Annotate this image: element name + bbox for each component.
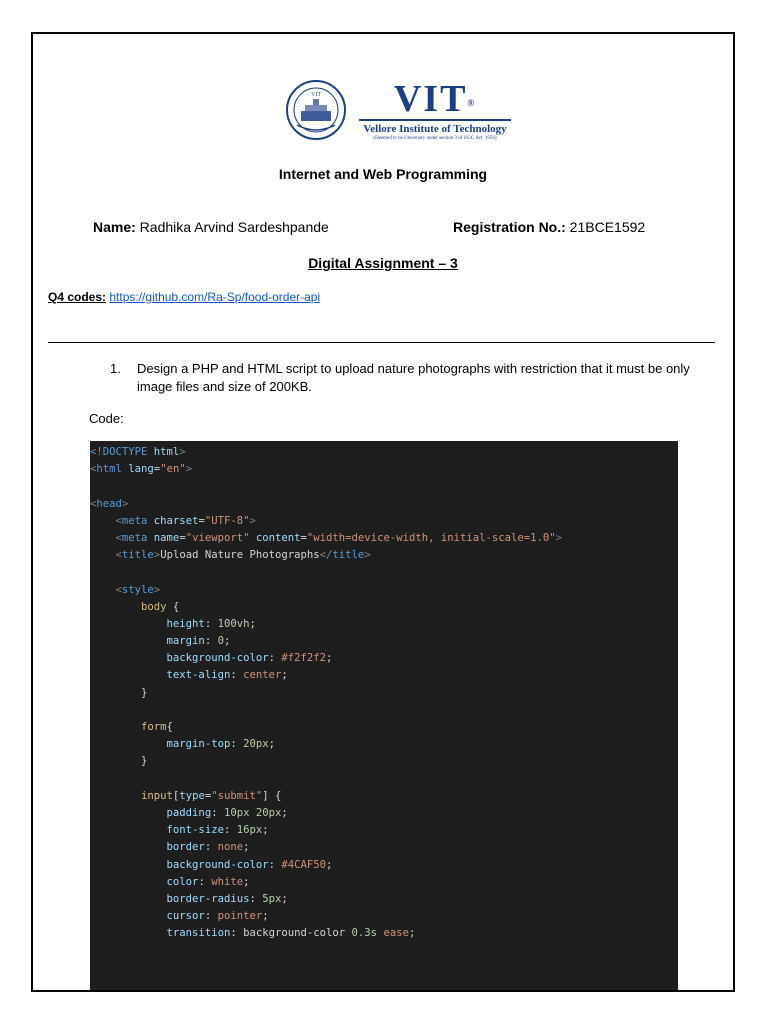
code-token bbox=[90, 515, 116, 527]
code-token: text-align bbox=[166, 669, 231, 682]
code-line bbox=[90, 633, 678, 650]
code-token bbox=[90, 927, 167, 939]
code-token: body bbox=[141, 600, 167, 613]
code-token bbox=[90, 790, 141, 802]
code-block bbox=[90, 441, 678, 992]
code-token: : bbox=[230, 927, 244, 940]
code-line bbox=[90, 444, 678, 461]
code-token: #4CAF50 bbox=[281, 858, 327, 871]
code-token bbox=[90, 841, 167, 853]
code-token: = bbox=[153, 463, 161, 476]
code-token: { bbox=[166, 600, 180, 613]
code-token: ; bbox=[281, 806, 288, 819]
code-token: "width=device-width, initial-scale=1.0" bbox=[306, 531, 556, 544]
code-token: transition bbox=[166, 927, 231, 940]
code-token: = bbox=[179, 531, 186, 544]
code-token: < bbox=[90, 463, 97, 476]
code-token: ; bbox=[243, 841, 250, 854]
code-token: > bbox=[185, 463, 193, 476]
code-line bbox=[90, 822, 678, 839]
code-token: [ bbox=[172, 789, 180, 802]
code-token: : bbox=[223, 824, 237, 837]
code-token: : bbox=[268, 652, 282, 665]
course-title: Internet and Web Programming bbox=[278, 166, 488, 182]
code-label: Code: bbox=[89, 411, 124, 426]
code-line bbox=[90, 908, 678, 925]
student-name bbox=[93, 219, 329, 235]
code-token bbox=[90, 893, 167, 905]
code-token: ; bbox=[249, 617, 256, 630]
section-divider bbox=[48, 342, 715, 343]
code-token: background-color bbox=[243, 927, 352, 940]
code-token: > bbox=[179, 446, 186, 458]
code-token: > bbox=[555, 531, 563, 544]
code-token bbox=[90, 532, 116, 544]
code-token: = bbox=[204, 789, 212, 802]
code-token: html bbox=[96, 463, 122, 476]
registration-number bbox=[453, 219, 645, 235]
code-line bbox=[90, 702, 678, 719]
code-token: 10px 20px bbox=[223, 806, 282, 819]
code-token: title bbox=[121, 549, 154, 562]
code-token: : bbox=[204, 910, 218, 923]
code-token: background-color bbox=[166, 652, 269, 665]
code-token: : bbox=[268, 858, 282, 871]
code-token: : bbox=[230, 669, 244, 682]
code-token bbox=[90, 652, 167, 664]
code-token bbox=[90, 910, 167, 922]
code-token: { bbox=[166, 721, 173, 733]
code-line bbox=[90, 874, 678, 891]
code-token: height bbox=[166, 617, 205, 630]
reg-value: 21BCE1592 bbox=[565, 219, 646, 235]
code-token: ease bbox=[383, 927, 409, 940]
code-token: margin-top bbox=[166, 738, 231, 751]
code-token: cursor bbox=[166, 910, 205, 923]
code-token: < bbox=[115, 549, 122, 562]
code-token: "viewport" bbox=[185, 531, 250, 544]
code-token: : bbox=[204, 635, 218, 648]
code-line bbox=[90, 925, 678, 942]
code-token: border bbox=[166, 841, 205, 854]
code-token bbox=[90, 549, 116, 561]
code-line bbox=[90, 736, 678, 753]
code-token bbox=[90, 738, 167, 750]
code-token: : bbox=[249, 892, 263, 905]
code-token: < bbox=[90, 497, 97, 510]
code-token: ; bbox=[223, 635, 231, 648]
code-line bbox=[90, 839, 678, 856]
code-token: head bbox=[96, 497, 122, 510]
code-token: : bbox=[204, 841, 218, 854]
code-token: ; bbox=[262, 910, 269, 923]
q4-codes-line bbox=[48, 290, 320, 304]
code-token: 0.3s bbox=[351, 927, 378, 940]
code-line bbox=[90, 530, 678, 547]
vit-wordmark bbox=[355, 79, 515, 141]
code-token: type bbox=[179, 789, 205, 802]
code-token: <!DOCTYPE bbox=[90, 446, 154, 458]
code-token bbox=[90, 876, 167, 888]
code-token: content bbox=[249, 531, 301, 544]
code-line bbox=[90, 805, 678, 822]
code-line bbox=[90, 650, 678, 667]
code-token: Upload Nature Photographs bbox=[160, 549, 320, 562]
code-token: name bbox=[147, 531, 180, 544]
code-token: none bbox=[217, 841, 244, 854]
code-token: > bbox=[153, 583, 161, 596]
code-line bbox=[90, 891, 678, 908]
code-token: background-color bbox=[166, 858, 269, 871]
code-token bbox=[90, 721, 141, 733]
code-token: = bbox=[300, 531, 307, 544]
document-page bbox=[31, 32, 735, 992]
code-token: form bbox=[141, 721, 167, 733]
code-line bbox=[90, 616, 678, 633]
code-line bbox=[90, 857, 678, 874]
code-token: > bbox=[249, 514, 256, 527]
code-token: 20px bbox=[243, 738, 269, 751]
code-token: 5px bbox=[262, 892, 282, 905]
code-token: } bbox=[90, 755, 148, 768]
code-token: border-radius bbox=[166, 892, 250, 905]
code-line bbox=[90, 547, 678, 564]
code-line bbox=[90, 719, 678, 736]
code-token: margin bbox=[166, 635, 205, 648]
code-token: #f2f2f2 bbox=[281, 652, 327, 665]
code-token: padding bbox=[166, 806, 212, 819]
code-token: meta bbox=[121, 514, 148, 527]
code-token: ; bbox=[326, 858, 333, 871]
code-line bbox=[90, 788, 678, 805]
code-token: title bbox=[332, 549, 365, 562]
question-number: 1. bbox=[110, 361, 121, 376]
code-token: ; bbox=[262, 824, 269, 837]
vit-logo bbox=[285, 79, 515, 141]
code-token bbox=[90, 618, 167, 630]
code-token: font-size bbox=[166, 824, 224, 837]
code-line bbox=[90, 461, 678, 478]
code-token bbox=[90, 601, 141, 613]
code-token: meta bbox=[121, 531, 148, 544]
q4-label: Q4 codes: bbox=[48, 290, 107, 304]
github-link[interactable]: https://github.com/Ra-Sp/food-order-api bbox=[109, 290, 321, 304]
code-line bbox=[90, 771, 678, 788]
code-token: input bbox=[141, 789, 173, 802]
vit-seal-icon bbox=[285, 79, 347, 141]
code-token: white bbox=[211, 875, 244, 888]
seal-text: VIT bbox=[311, 92, 321, 98]
code-line bbox=[90, 496, 678, 513]
institute-name: Vellore Institute of Technology bbox=[363, 123, 507, 135]
code-token: ; bbox=[268, 738, 275, 751]
code-token: 0 bbox=[217, 635, 224, 648]
code-token: : bbox=[211, 806, 224, 819]
code-token: = bbox=[198, 514, 205, 527]
code-line bbox=[90, 599, 678, 616]
code-token: ; bbox=[408, 927, 416, 940]
code-token bbox=[90, 859, 167, 871]
institute-deemed-note: (Deemed to be University under section 3 of UGC Act, 1956) bbox=[373, 136, 497, 141]
code-line bbox=[90, 667, 678, 684]
code-token: < bbox=[115, 531, 122, 544]
code-token: ; bbox=[281, 669, 288, 682]
name-value: Radhika Arvind Sardeshpande bbox=[135, 219, 329, 235]
question-text: Design a PHP and HTML script to upload nature photographs with restriction that it must be only image files and size of 200KB. bbox=[137, 361, 690, 394]
code-token bbox=[90, 584, 116, 596]
code-token: 100vh bbox=[217, 617, 250, 630]
code-token: ; bbox=[326, 652, 333, 665]
code-line bbox=[90, 478, 678, 495]
code-token: style bbox=[121, 583, 154, 596]
code-token: : bbox=[198, 875, 212, 888]
code-token bbox=[90, 635, 167, 647]
code-token: } bbox=[90, 686, 148, 699]
code-token: : bbox=[230, 738, 244, 751]
code-token: pointer bbox=[217, 910, 263, 923]
code-token: ; bbox=[243, 875, 250, 888]
reg-label: Registration No.: bbox=[453, 219, 566, 235]
code-token: center bbox=[243, 669, 282, 682]
assignment-title: Digital Assignment – 3 bbox=[308, 255, 458, 271]
code-line bbox=[90, 513, 678, 530]
code-token: "UTF-8" bbox=[204, 514, 250, 527]
code-token: html bbox=[153, 446, 180, 458]
code-token bbox=[90, 669, 167, 681]
code-token: < bbox=[115, 514, 122, 527]
code-line bbox=[90, 685, 678, 702]
code-token: < bbox=[115, 583, 122, 596]
code-token: : bbox=[204, 617, 218, 630]
vit-wordmark-text: VIT® bbox=[393, 78, 477, 120]
code-token: ; bbox=[281, 892, 288, 905]
code-token: color bbox=[166, 875, 199, 888]
code-token: 16px bbox=[236, 824, 263, 837]
code-token: "submit" bbox=[211, 789, 263, 802]
code-token: "en" bbox=[160, 463, 186, 476]
code-token bbox=[90, 824, 167, 836]
code-token: > bbox=[364, 549, 371, 562]
code-token: lang bbox=[121, 463, 154, 476]
code-token: > bbox=[121, 497, 129, 510]
code-token bbox=[90, 807, 167, 819]
code-lines bbox=[90, 441, 678, 942]
code-token: ] { bbox=[262, 789, 282, 802]
code-line bbox=[90, 753, 678, 770]
question-1 bbox=[110, 360, 700, 396]
name-label: Name: bbox=[93, 219, 136, 235]
code-token: charset bbox=[147, 514, 199, 527]
code-token: > bbox=[153, 549, 161, 562]
code-line bbox=[90, 564, 678, 581]
code-line bbox=[90, 582, 678, 599]
code-token: </ bbox=[319, 549, 333, 562]
